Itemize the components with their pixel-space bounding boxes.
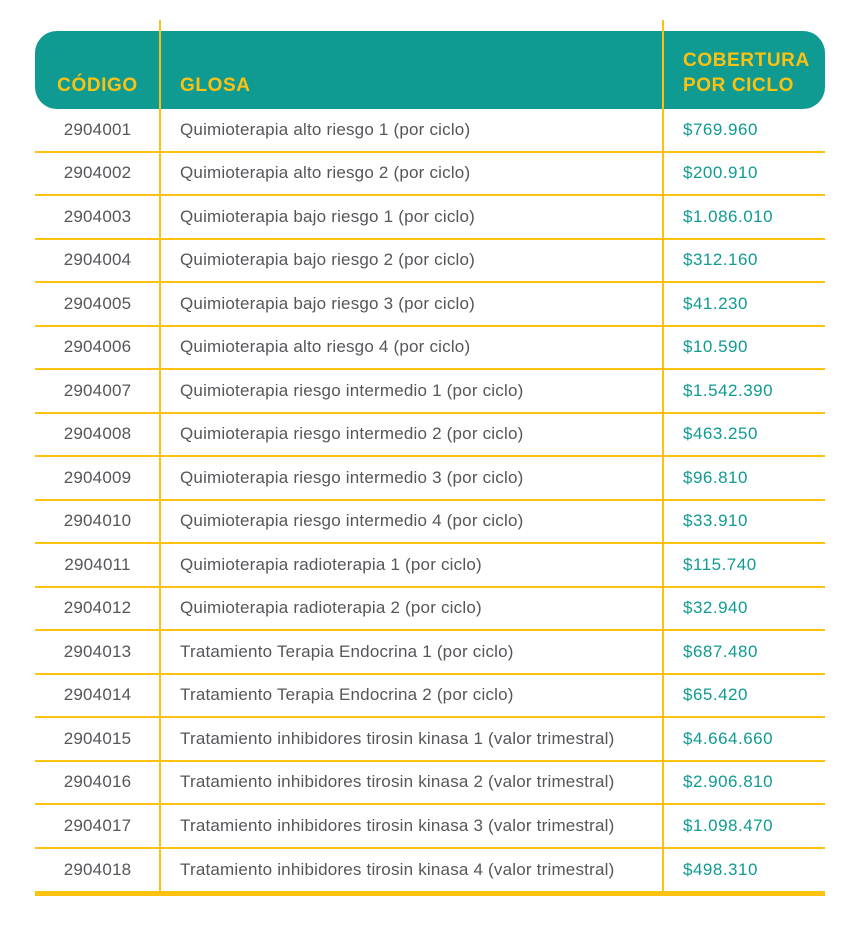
code-cell: 2904011 bbox=[64, 554, 131, 574]
table-row bbox=[35, 370, 825, 414]
table-row bbox=[35, 240, 825, 284]
price-cell: $498.310 bbox=[683, 859, 758, 879]
code-cell: 2904012 bbox=[63, 598, 132, 618]
table-row bbox=[35, 109, 825, 153]
table-row bbox=[35, 153, 825, 197]
price-cell: $200.910 bbox=[683, 163, 758, 183]
glosa-cell: Quimioterapia alto riesgo 2 (por ciclo) bbox=[180, 163, 471, 183]
price-cell: $4.664.660 bbox=[683, 728, 774, 748]
code-cell: 2904001 bbox=[63, 119, 132, 139]
code-cell: 2904017 bbox=[63, 815, 132, 835]
code-cell: 2904014 bbox=[63, 685, 132, 705]
code-cell: 2904003 bbox=[63, 206, 132, 226]
header-codigo: CÓDIGO bbox=[57, 74, 138, 96]
price-cell: $41.230 bbox=[683, 293, 748, 313]
table-row bbox=[35, 762, 825, 806]
price-cell: $687.480 bbox=[683, 641, 758, 661]
code-cell: 2904013 bbox=[63, 641, 132, 661]
table-row bbox=[35, 718, 825, 762]
price-cell: $312.160 bbox=[683, 250, 758, 270]
table-row bbox=[35, 675, 825, 719]
glosa-cell: Tratamiento Terapia Endocrina 2 (por ciclo) bbox=[180, 685, 514, 705]
price-cell: $463.250 bbox=[683, 424, 758, 444]
code-cell: 2904010 bbox=[63, 511, 132, 531]
glosa-cell: Quimioterapia bajo riesgo 2 (por ciclo) bbox=[180, 250, 476, 270]
price-cell: $32.940 bbox=[683, 598, 748, 618]
table-row bbox=[35, 588, 825, 632]
table-row bbox=[35, 457, 825, 501]
price-cell: $96.810 bbox=[683, 467, 748, 487]
price-cell: $10.590 bbox=[683, 337, 748, 357]
price-cell: $2.906.810 bbox=[683, 772, 774, 792]
table-row bbox=[35, 631, 825, 675]
code-cell: 2904007 bbox=[63, 380, 132, 400]
column-divider-codigo-glosa bbox=[159, 20, 161, 894]
glosa-cell: Tratamiento inhibidores tirosin kinasa 3 (valor trimestral) bbox=[180, 815, 615, 835]
glosa-cell: Quimioterapia bajo riesgo 1 (por ciclo) bbox=[180, 206, 476, 226]
price-cell: $33.910 bbox=[683, 511, 748, 531]
code-cell: 2904006 bbox=[63, 337, 132, 357]
glosa-cell: Quimioterapia alto riesgo 4 (por ciclo) bbox=[180, 337, 471, 357]
glosa-cell: Tratamiento inhibidores tirosin kinasa 1 (valor trimestral) bbox=[180, 728, 615, 748]
glosa-cell: Quimioterapia riesgo intermedio 2 (por ciclo) bbox=[180, 424, 524, 444]
table-row bbox=[35, 327, 825, 371]
glosa-cell: Quimioterapia riesgo intermedio 1 (por ciclo) bbox=[180, 380, 524, 400]
glosa-cell: Tratamiento inhibidores tirosin kinasa 2 (valor trimestral) bbox=[180, 772, 615, 792]
price-cell: $769.960 bbox=[683, 119, 758, 139]
price-cell: $1.542.390 bbox=[683, 380, 774, 400]
table-header bbox=[35, 31, 825, 109]
price-cell: $1.086.010 bbox=[683, 206, 774, 226]
table-row bbox=[35, 544, 825, 588]
table-row bbox=[35, 414, 825, 458]
glosa-cell: Tratamiento inhibidores tirosin kinasa 4 (valor trimestral) bbox=[180, 859, 615, 879]
glosa-cell: Quimioterapia radioterapia 2 (por ciclo) bbox=[180, 598, 482, 618]
code-cell: 2904004 bbox=[63, 250, 132, 270]
price-cell: $115.740 bbox=[683, 554, 757, 574]
table-row bbox=[35, 283, 825, 327]
code-cell: 2904016 bbox=[63, 772, 132, 792]
coverage-table bbox=[35, 31, 825, 896]
table-row bbox=[35, 196, 825, 240]
code-cell: 2904018 bbox=[63, 859, 132, 879]
glosa-cell: Quimioterapia riesgo intermedio 3 (por ciclo) bbox=[180, 467, 524, 487]
header-cobertura: COBERTURA POR CICLO bbox=[683, 49, 810, 96]
price-cell: $1.098.470 bbox=[683, 815, 774, 835]
glosa-cell: Quimioterapia riesgo intermedio 4 (por ciclo) bbox=[180, 511, 524, 531]
code-cell: 2904005 bbox=[63, 293, 132, 313]
table-row bbox=[35, 849, 825, 897]
code-cell: 2904002 bbox=[63, 163, 132, 183]
column-divider-glosa-cobertura bbox=[662, 20, 664, 894]
header-glosa: GLOSA bbox=[180, 74, 251, 96]
glosa-cell: Quimioterapia radioterapia 1 (por ciclo) bbox=[180, 554, 482, 574]
code-cell: 2904009 bbox=[63, 467, 132, 487]
glosa-cell: Quimioterapia bajo riesgo 3 (por ciclo) bbox=[180, 293, 476, 313]
glosa-cell: Tratamiento Terapia Endocrina 1 (por ciclo) bbox=[180, 641, 514, 661]
table-row bbox=[35, 805, 825, 849]
code-cell: 2904015 bbox=[63, 728, 132, 748]
glosa-cell: Quimioterapia alto riesgo 1 (por ciclo) bbox=[180, 119, 471, 139]
table-row bbox=[35, 501, 825, 545]
price-cell: $65.420 bbox=[683, 685, 748, 705]
code-cell: 2904008 bbox=[63, 424, 132, 444]
